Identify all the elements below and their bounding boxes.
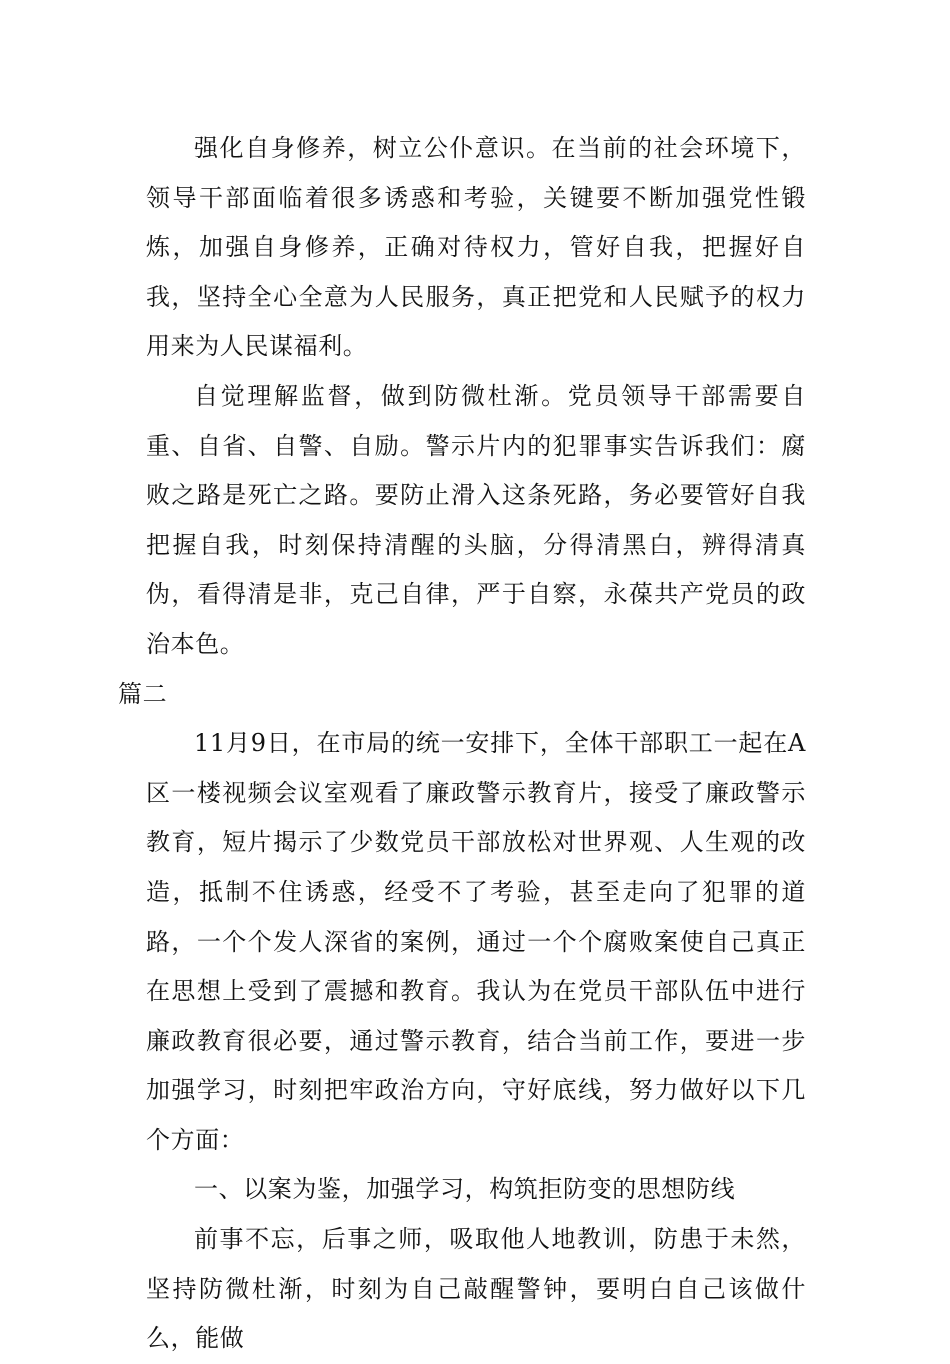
paragraph-accept-supervision: 自觉理解监督，做到防微杜渐。党员领导干部需要自重、自省、自警、自励。警示片内的犯罪事实告诉我们：腐败之路是死亡之路。要防止滑入这条死路，务必要管好自我把握自我，时刻保持清醒的头脑，分得清黑白，辨得清真伪，看得清是非，克己自律，严于自察，永葆共产党员的政治本色。 [146,381,806,658]
paragraph-self-cultivation: 强化自身修养，树立公仆意识。在当前的社会环境下，领导干部面临着很多诱惑和考验，关键要不断加强党性锻炼，加强自身修养，正确对待权力，管好自我，把握好自我，坚持全心全意为人民服务，真正把党和人民赋予的权力用来为人民谋福利。 [146,134,806,361]
paragraph-warning-education: 11月9日，在市局的统一安排下，全体干部职工一起在A区一楼视频会议室观看了廉政警示教育片，接受了廉政警示教育，短片揭示了少数党员干部放松对世界观、人生观的改造，抵制不住诱惑，经受不了考验，甚至走向了犯罪的道路，一个个发人深省的案例，通过一个个腐败案使自己真正在思想上受到了震撼和教育。我认为在党员干部队伍中进行廉政教育很必要，通过警示教育，结合当前工作，要进一步加强学习，时刻把牢政治方向，守好底线，努力做好以下几个方面： [146,729,806,1154]
paragraph-learn-from-cases: 前事不忘，后事之师，吸取他人地教训，防患于未然，坚持防微杜渐，时刻为自己敲醒警钟，要明白自己该做什么，能做 [146,1225,806,1353]
document-body [118,124,806,1364]
section-heading-learning: 一、以案为鉴，加强学习，构筑拒防变的思想防线 [194,1175,736,1204]
section-label: 篇二 [118,679,168,708]
